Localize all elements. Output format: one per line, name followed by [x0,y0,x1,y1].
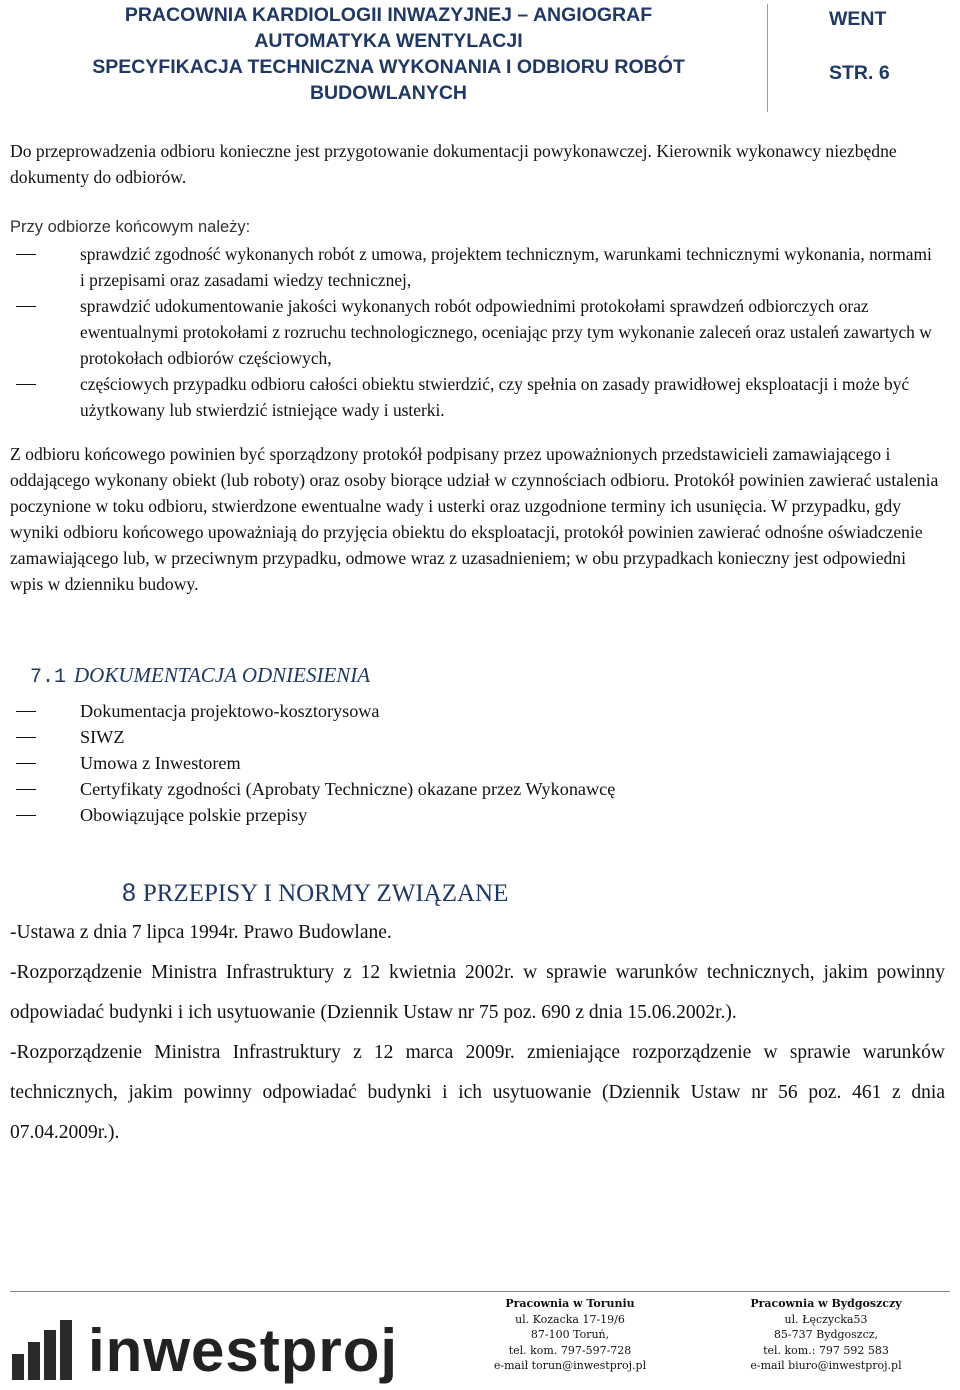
office-email: e-mail torun@inwestproj.pl [493,1359,647,1372]
list-item-text: sprawdzić udokumentowanie jakości wykonanych robót odpowiednimi protokołami sprawdzeń odbiorczych oraz ewentualnymi protokołami z rozruchu technologicznego, oceniając przy tym wykonanie zaleceń oraz ustaleń zawartych w protokołach odbiorów częściowych, [80,296,932,368]
office-address: ul. Łęczycka53 [784,1312,868,1326]
page-header [10,2,950,114]
header-title-line: SPECYFIKACJA TECHNICZNA WYKONANIA I ODBIORU ROBÓT [92,56,685,78]
header-title-line: BUDOWLANYCH [309,82,468,104]
logo-mark-icon [10,1318,80,1382]
dash-bullet [16,763,36,764]
dash-bullet [16,789,36,790]
section-heading [30,660,370,693]
list-item-text: Dokumentacja projektowo-kosztorysowa [80,701,380,721]
office-city: 85-737 Bydgoszcz, [773,1328,879,1341]
list-item [10,750,940,776]
dash-bullet [16,711,36,712]
intro-paragraph: Do przeprowadzenia odbioru konieczne jest przygotowanie dokumentacji powykonawczej. Kierownik wykonawcy niezbędne dokumenty do odbiorów. [10,141,897,187]
list-item [10,776,940,802]
header-title-line: PRACOWNIA KARDIOLOGII INWAZYJNEJ – ANGIOGRAF [124,4,653,26]
list-item [10,698,940,724]
page-number: STR. 6 [829,62,890,84]
dash-bullet [16,306,36,307]
office-address: ul. Kozacka 17-19/6 [515,1312,625,1326]
list-item-text: częściowych przypadku odbioru całości obiektu stwierdzić, czy spełnia on zasady prawidłowej eksploatacji i może być użytkowany lub stwierdzić istniejące wady i usterki. [80,374,910,420]
list-item-text: sprawdzić zgodność wykonanych robót z umowa, projektem technicznym, warunkami technicznymi wykonania, normami i przepisami oraz zasadami wiedzy technicznej, [80,244,932,290]
header-title-line: AUTOMATYKA WENTYLACJI [254,30,523,52]
list-item-text: Certyfikaty zgodności (Aprobaty Techniczne) okazane przez Wykonawcę [80,779,616,799]
section-title: PRZEPISY I NORMY ZWIĄZANE [142,880,509,907]
list-item [10,241,940,293]
final-inspection-label: Przy odbiorze końcowym należy: [10,218,251,236]
office-name: Pracownia w Toruniu [505,1297,635,1310]
company-logo [10,1317,399,1384]
footer-divider [10,1291,950,1292]
office-email: e-mail biuro@inwestproj.pl [750,1359,902,1372]
header-divider [767,4,768,112]
section-number: 8 [122,879,136,907]
list-item-text: Umowa z Inwestorem [80,753,241,773]
list-item [10,371,940,423]
list-item-text: Obowiązujące polskie przepisy [80,805,308,825]
section-heading [122,876,508,911]
dash-bullet [16,254,36,255]
office-phone: tel. kom.: 797 592 583 [763,1343,889,1357]
reference-docs-list [10,698,940,828]
office-toruń [470,1296,670,1374]
dash-bullet [16,384,36,385]
regulations-list [10,913,945,1153]
final-inspection-list [10,241,940,423]
regulation-item: -Rozporządzenie Ministra Infrastruktury z 12 kwietnia 2002r. w sprawie warunków technicznych, jakim powinny odpowiadać budynki i ich usytuowanie (Dziennik Ustaw nr 75 poz. 690 z dnia 15.06.2002r.). [10,962,945,1023]
final-protocol-paragraph: Z odbioru końcowego powinien być sporządzony protokół podpisany przez upoważnionych przedstawicieli zamawiającego i oddającego wykonany obiekt (lub roboty) oraz osoby biorące udział w czynnościach odbioru. Protokół powinien zawierać ustalenia poczynione w toku odbioru, stwierdzone ewentualne wady i usterki oraz uzgodnione terminy ich usunięcia. W przypadku, gdy wyniki odbioru końcowego upoważniają do przyjęcia obiektu do eksploatacji, protokół powinien zawierać odnośne oświadczenie zamawiającego lub, w przeciwnym przypadku, odmowe wraz z uzasadnieniem; w obu przypadkach konieczny jest odpowiedni wpis w dzienniku budowy. [10,444,939,594]
regulation-item: -Rozporządzenie Ministra Infrastruktury z 12 marca 2009r. zmieniające rozporządzenie w sprawie warunków technicznych, jakim powinny odpowiadać budynki i ich usytuowanie (Dziennik Ustaw nr 56 poz. 461 z dnia 07.04.2009r.). [10,1042,945,1143]
office-phone: tel. kom. 797-597-728 [508,1343,632,1357]
section-number: 7.1 [30,666,67,689]
dash-bullet [16,815,36,816]
dash-bullet [16,737,36,738]
list-item [10,293,940,371]
logo-wordmark: inwestproj [88,1317,399,1384]
section-title: DOKUMENTACJA ODNIESIENIA [74,663,371,687]
list-item-text: SIWZ [80,727,125,747]
office-city: 87-100 Toruń, [530,1328,610,1341]
list-item [10,724,940,750]
office-bydgoszcz [726,1296,926,1374]
header-title [10,2,767,106]
document-code: WENT [829,8,887,30]
regulation-item: -Ustawa z dnia 7 lipca 1994r. Prawo Budowlane. [10,922,392,943]
list-item [10,802,940,828]
office-name: Pracownia w Bydgoszczy [750,1297,902,1310]
